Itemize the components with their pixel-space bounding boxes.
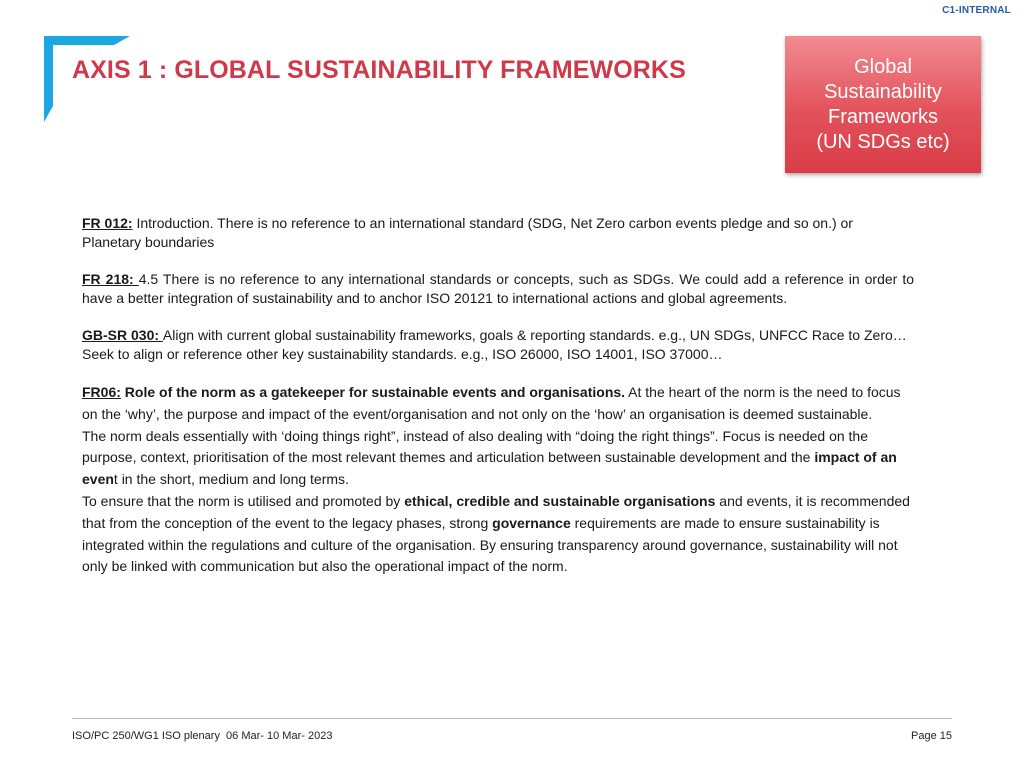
footer-meeting-info: ISO/PC 250/WG1 ISO plenary 06 Mar- 10 Mar- 2023	[72, 730, 333, 742]
topic-badge-text	[816, 55, 949, 155]
fr06-paragraph-1	[82, 382, 914, 426]
comment-text: The norm deals essentially with ‘doing things right”, instead of also dealing with “doing the right things”. Focus is needed on the purpose, context, prioritisation of the most relevant themes and articulation between sustainable development and the	[82, 427, 869, 466]
comment-text: Introduction. There is no reference to an international standard (SDG, Net Zero carbon events pledge and so on.) or Planetary boundaries	[82, 215, 853, 250]
badge-line: Frameworks	[827, 105, 938, 128]
comment-ref: FR 218:	[82, 271, 139, 287]
badge-line: Global	[854, 55, 912, 78]
page-number: Page 15	[911, 730, 952, 742]
comment-fr012	[82, 214, 914, 252]
emphasis-text: impact of an even	[82, 449, 897, 488]
footer-divider	[72, 718, 952, 719]
emphasis-text: ethical, credible and sustainable organisations	[404, 492, 716, 509]
fr06-heading: Role of the norm as a gatekeeper for sustainable events and organisations.	[120, 384, 626, 400]
comment-text: Align with current global sustainability frameworks, goals & reporting standards. e.g., UN SDGs, UNFCC Race to Zero…Seek to align or reference other key sustainability standards. e.g., ISO 26000, ISO 14001, ISO 37000…	[82, 327, 907, 362]
comment-text: 4.5 There is no reference to any international standards or concepts, such as SDGs. We could add a reference in order to have a better integration of sustainability and to anchor ISO 20121 to international actions and global agreements.	[82, 271, 914, 306]
classification-label: C1-INTERNAL	[942, 5, 1011, 16]
comment-text: To ensure that the norm is utilised and promoted by	[82, 492, 405, 509]
emphasis-text: governance	[492, 514, 571, 531]
comment-fr06	[82, 382, 914, 578]
comment-text: and events, it is recommended that from the conception of the event to the legacy phases, strong	[82, 492, 910, 531]
badge-line: (UN SDGs etc)	[816, 130, 950, 153]
comment-fr218	[82, 270, 914, 308]
comment-text: At the heart of the norm is the need to focus on the ‘why’, the purpose and impact of the event/organisation and not only on the ‘how’ an organisation is deemed sustainable.	[82, 384, 901, 422]
fr06-paragraph-3	[82, 491, 914, 578]
comment-ref: FR 012:	[82, 215, 133, 231]
comment-text: requirements are made to ensure sustainability is integrated within the regulations and culture of the organisation. By ensuring transparency around governance, sustainability will not only be linked with communication but also the operational impact of the norm.	[82, 514, 898, 575]
comment-text: t in the short, medium and long terms.	[113, 471, 349, 488]
comment-ref: GB-SR 030:	[82, 327, 163, 343]
badge-line: Sustainability	[824, 80, 942, 103]
comment-gbsr030	[82, 326, 914, 364]
topic-badge	[785, 36, 981, 173]
comments-content	[82, 214, 914, 578]
fr06-paragraph-2	[82, 426, 914, 491]
comment-ref: FR06:	[82, 384, 121, 400]
slide-title: AXIS 1 : GLOBAL SUSTAINABILITY FRAMEWORKS	[72, 56, 686, 84]
